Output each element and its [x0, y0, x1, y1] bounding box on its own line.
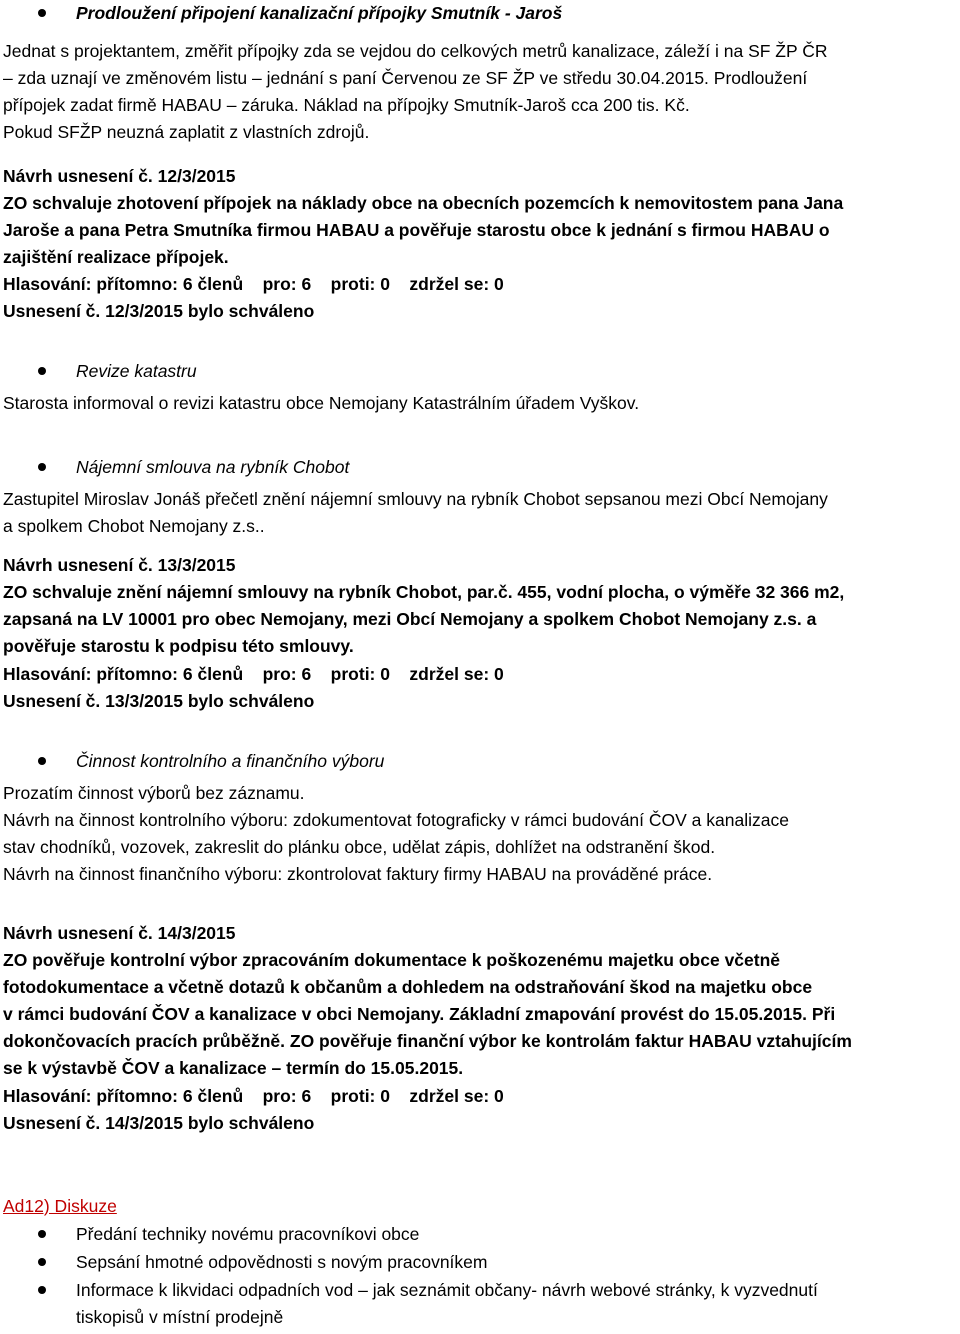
vote-line: Hlasování: přítomno: 6 členů pro: 6 proti: 0 zdržel se: 0 — [3, 664, 504, 684]
section-heading: Revize katastru — [76, 361, 197, 381]
resolution-text: se k výstavbě ČOV a kanalizace – termín do 15.05.2015. — [3, 1058, 464, 1078]
resolution-text: zapsaná na LV 10001 pro obec Nemojany, mezi Obcí Nemojany a spolkem Chobot Nemojany z.s. a — [3, 609, 817, 629]
paragraph-line: a spolkem Chobot Nemojany z.s.. — [3, 516, 265, 536]
resolution-result: Usnesení č. 14/3/2015 bylo schváleno — [3, 1113, 315, 1133]
section-heading: Nájemní smlouva na rybník Chobot — [76, 457, 350, 477]
resolution-text: fotodokumentace a včetně dotazů k občanům a dohledem na odstraňování škod na majetku obce — [3, 977, 813, 997]
paragraph-line: Zastupitel Miroslav Jonáš přečetl znění nájemní smlouvy na rybník Chobot sepsanou mezi Obcí Nemojany — [3, 489, 828, 509]
paragraph-line: Jednat s projektantem, změřit přípojky zda se vejdou do celkových metrů kanalizace, záleží i na SF ŽP ČR — [3, 41, 828, 61]
paragraph-line: – zda uznají ve změnovém listu – jednání s paní Červenou ze SF ŽP ve středu 30.04.2015. Prodloužení — [3, 68, 808, 88]
resolution-text: pověřuje starostu k podpisu této smlouvy. — [3, 636, 354, 656]
resolution-result: Usnesení č. 12/3/2015 bylo schváleno — [3, 301, 315, 321]
paragraph-line: přípojek zadat firmě HABAU – záruka. Náklad na přípojky Smutník-Jaroš cca 200 tis. Kč. — [3, 95, 690, 115]
bullet-icon — [38, 1230, 46, 1238]
paragraph-line: Návrh na činnost kontrolního výboru: zdokumentovat fotograficky v rámci budování ČOV a kanalizace — [3, 810, 789, 830]
resolution-text: ZO schvaluje zhotovení přípojek na náklady obce na obecních pozemcích k nemovitostem pana Jana — [3, 193, 844, 213]
resolution-text: v rámci budování ČOV a kanalizace v obci Nemojany. Základní zmapování provést do 15.05.2015. Při — [3, 1004, 836, 1024]
paragraph-line: Návrh na činnost finančního výboru: zkontrolovat faktury firmy HABAU na prováděné práce. — [3, 864, 713, 884]
vote-line: Hlasování: přítomno: 6 členů pro: 6 proti: 0 zdržel se: 0 — [3, 1086, 504, 1106]
resolution-proposal: Návrh usnesení č. 14/3/2015 — [3, 923, 236, 943]
bullet-icon — [38, 1286, 46, 1294]
resolution-text: ZO pověřuje kontrolní výbor zpracováním dokumentace k poškozenému majetku obce včetně — [3, 950, 781, 970]
bullet-icon — [38, 9, 46, 17]
resolution-proposal: Návrh usnesení č. 12/3/2015 — [3, 166, 236, 186]
list-item: Informace k likvidaci odpadních vod – jak seznámit občany- návrh webové stránky, k vyzvednutí — [76, 1280, 818, 1300]
bullet-icon — [38, 463, 46, 471]
bullet-icon — [38, 757, 46, 765]
paragraph-line: Pokud SFŽP neuzná zaplatit z vlastních zdrojů. — [3, 122, 370, 142]
resolution-result: Usnesení č. 13/3/2015 bylo schváleno — [3, 691, 315, 711]
list-item-continuation: tiskopisů v místní prodejně — [76, 1307, 284, 1327]
vote-line: Hlasování: přítomno: 6 členů pro: 6 proti: 0 zdržel se: 0 — [3, 274, 504, 294]
paragraph-line: Starosta informoval o revizi katastru obce Nemojany Katastrálním úřadem Vyškov. — [3, 393, 640, 413]
bullet-icon — [38, 367, 46, 375]
section-heading: Činnost kontrolního a finančního výboru — [76, 751, 385, 771]
list-item: Sepsání hmotné odpovědnosti s novým pracovníkem — [76, 1252, 488, 1272]
resolution-text: zajištění realizace přípojek. — [3, 247, 229, 267]
paragraph-line: stav chodníků, vozovek, zakreslit do plánku obce, udělat zápis, dohlížet na odstranění škod. — [3, 837, 716, 857]
bullet-icon — [38, 1258, 46, 1266]
resolution-text: ZO schvaluje znění nájemní smlouvy na rybník Chobot, par.č. 455, vodní plocha, o výměře 32 366 m2, — [3, 582, 845, 602]
list-item: Předání techniky novému pracovníkovi obce — [76, 1224, 420, 1244]
resolution-text: Jaroše a pana Petra Smutníka firmou HABAU a pověřuje starostu obce k jednání s firmou HABAU o — [3, 220, 830, 240]
resolution-text: dokončovacích pracích průběžně. ZO pověřuje finanční výbor ke kontrolám faktur HABAU vztahujícím — [3, 1031, 852, 1051]
section-heading: Prodloužení připojení kanalizační přípojky Smutník - Jaroš — [76, 3, 563, 23]
resolution-proposal: Návrh usnesení č. 13/3/2015 — [3, 555, 236, 575]
paragraph-line: Prozatím činnost výborů bez záznamu. — [3, 783, 305, 803]
section-heading-discussion: Ad12) Diskuze — [3, 1196, 117, 1216]
